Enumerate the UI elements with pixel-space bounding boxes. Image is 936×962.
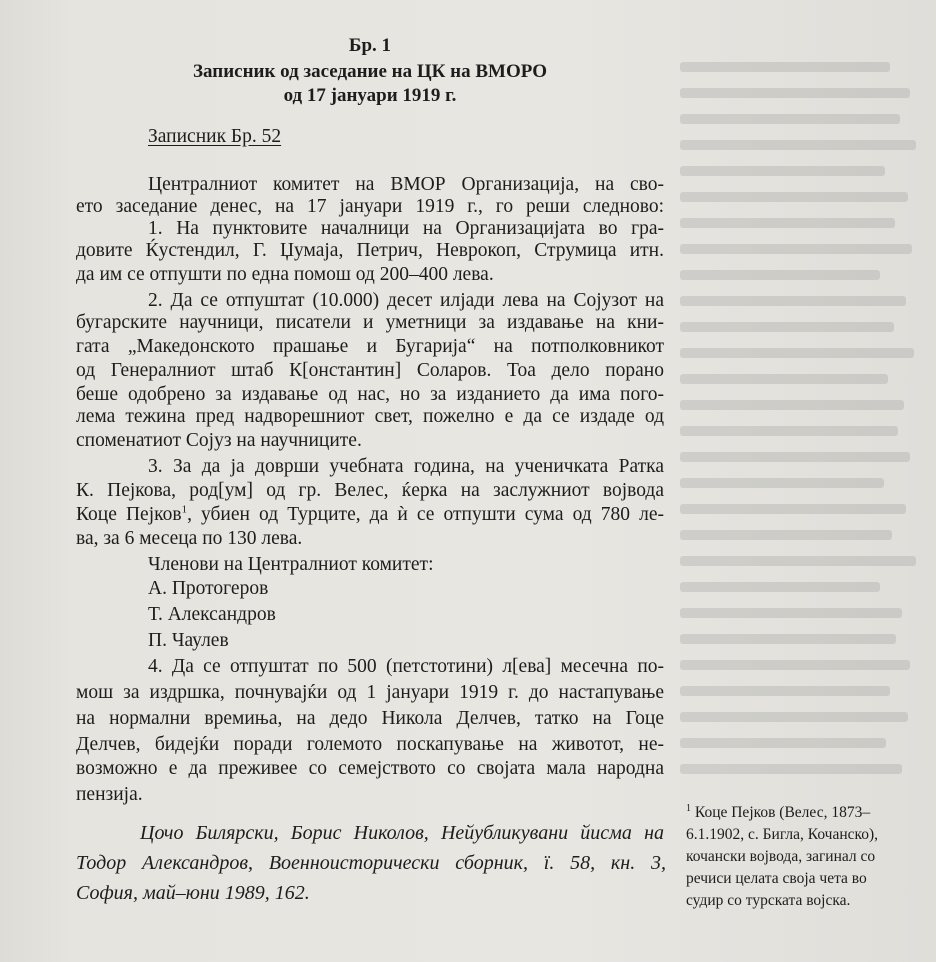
item-3-line-tail: , убиен од Турците, да ѝ се отпушти сума од 780 ле- xyxy=(187,504,664,525)
item-4-line: на нормални времиња, на дедо Никола Делчев, татко на Гоце xyxy=(76,708,664,729)
item-4-line: Делчев, бидејќи поради големото поскапување на животот, не- xyxy=(76,734,664,755)
footnote-mark: 1 xyxy=(686,802,691,814)
item-3-line xyxy=(76,502,664,527)
item-3-line: ва, за 6 месеца по 130 лева. xyxy=(76,528,303,549)
footnote-text: Коце Пејков (Велес, 1873– xyxy=(694,804,871,821)
item-1-line: довите Ќустендил, Г. Џумаја, Петрич, Неврокоп, Струмица итн. xyxy=(76,240,664,261)
member-name: А. Протогеров xyxy=(148,578,269,599)
footnote-reference-mark: 1 xyxy=(181,503,188,516)
item-1-line: 1. На пунктовите началници на Организацијата во гра- xyxy=(148,218,664,239)
item-3-line: 3. За да ја доврши учебната година, на ученичката Ратка xyxy=(148,456,664,477)
item-2-line: од Генералниот штаб К[онстантин] Соларов. Тоа дело порано xyxy=(76,360,664,381)
footnote-line xyxy=(686,802,906,823)
source-citation-line: Цочо Билярски, Борис Николов, Нейубликувани йисма на xyxy=(140,822,664,844)
footnote-line: судир со турската војска. xyxy=(686,892,851,909)
document-title-line-1: Записник од заседание на ЦК на ВМОРО xyxy=(192,61,548,82)
item-2-line: 2. Да се отпуштат (10.000) десет илјади лева на Сојузот на xyxy=(148,290,664,311)
item-2-line: споменатиот Сојуз на научниците. xyxy=(76,430,362,451)
intro-line: ето заседание денес, на 17 јануари 1919 г., го реши следново: xyxy=(76,196,664,217)
footnote-reference-name: Коце Пејков xyxy=(76,504,182,525)
footnote-line: кочански војвода, загинал со xyxy=(686,848,876,865)
item-2-line: лема тежина пред надворешниот свет, пожелно е да се издаде од xyxy=(76,406,664,427)
member-name: Т. Александров xyxy=(148,604,276,625)
document-number: Бр. 1 xyxy=(348,35,392,56)
footnote-line: речиси целата своја чета во xyxy=(686,870,867,887)
item-2-line: бугарските научници, писатели и уметници за издавање на кни- xyxy=(76,312,664,333)
record-title: Записник Бр. 52 xyxy=(148,126,282,147)
document-title-line-2: од 17 јануари 1919 г. xyxy=(283,85,457,106)
item-4-line: мош за издршка, почнувајќи од 1 јануари 1919 г. до настапување xyxy=(76,682,664,703)
members-heading: Членови на Централниот комитет: xyxy=(148,554,434,575)
item-4-line: 4. Да се отпуштат по 500 (петстотини) л[ева] месечна по- xyxy=(148,656,664,677)
intro-line: Централниот комитет на ВМОР Организација, на сво- xyxy=(148,174,664,195)
item-2-line: гата „Македонското прашање и Бугарија“ на потполковникот xyxy=(76,336,664,357)
source-citation-line: Тодор Александров, Военноисторически сборник, ї. 58, кн. 3, xyxy=(76,852,666,874)
item-1-line: да им се отпушти по една помош од 200–400 лева. xyxy=(76,264,494,285)
item-3-line: К. Пејкова, род[ум] од гр. Велес, ќерка на заслужниот војвода xyxy=(76,480,664,501)
member-name: П. Чаулев xyxy=(148,630,229,651)
source-citation-line: София, май–юни 1989, 162. xyxy=(76,882,310,904)
item-4-line: пензија. xyxy=(76,784,143,805)
footnote-line: 6.1.1902, с. Бигла, Кочанско), xyxy=(686,826,879,843)
item-4-line: возможно е да преживее со семејството со својата мала народна xyxy=(76,758,664,779)
item-2-line: беше одобрено за издавање од нас, но за изданието да има пого- xyxy=(76,384,664,405)
